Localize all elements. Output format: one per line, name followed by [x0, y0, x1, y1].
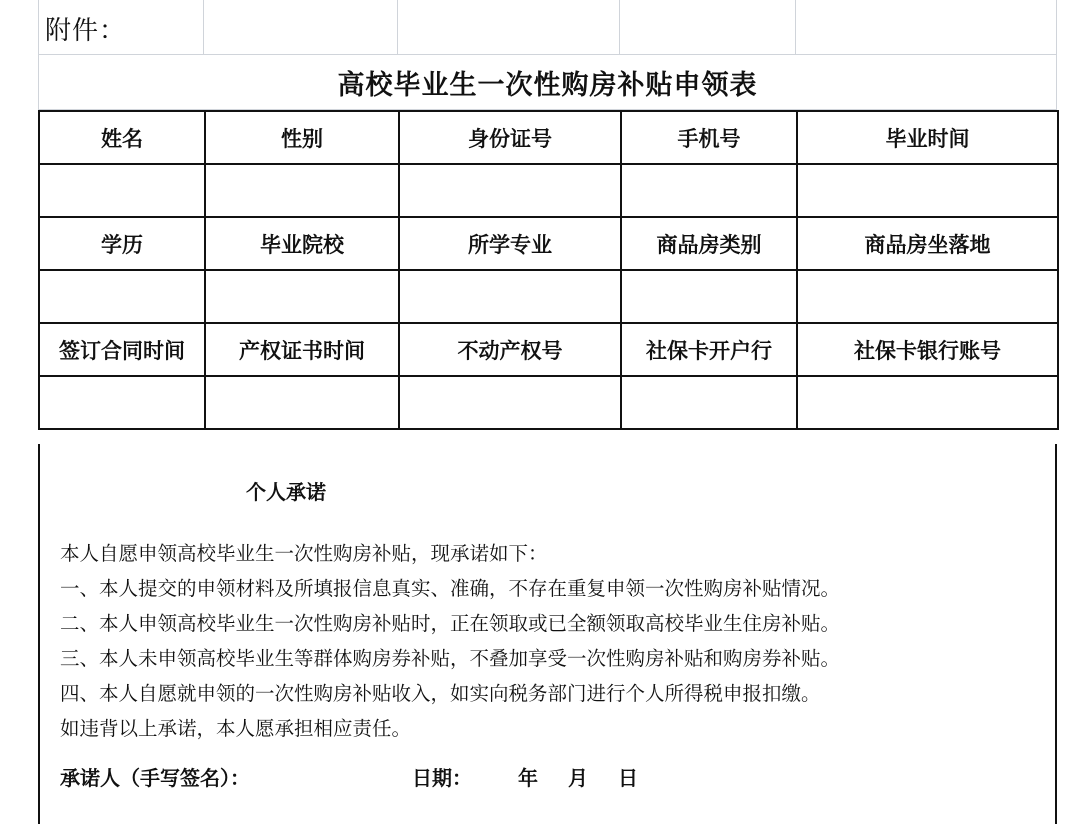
field-label: 所学专业	[399, 217, 621, 270]
promise-line: 如违背以上承诺，本人愿承担相应责任。	[60, 717, 412, 740]
input-cell[interactable]	[621, 164, 797, 217]
signer-label: 承诺人（手写签名）：	[60, 766, 250, 790]
promise-line: 本人自愿申领高校毕业生一次性购房补贴，现承诺如下：	[60, 542, 548, 565]
field-label: 姓名	[39, 111, 205, 164]
input-cell[interactable]	[797, 164, 1058, 217]
attachment-header-row	[38, 0, 1057, 55]
input-cell[interactable]	[399, 164, 621, 217]
header-blank-cell	[204, 0, 398, 55]
field-label: 不动产权号	[399, 323, 621, 376]
personal-promise-section	[38, 444, 1057, 824]
day-label: 日	[618, 766, 638, 790]
attachment-cell	[38, 0, 204, 55]
field-label: 毕业院校	[205, 217, 399, 270]
input-cell[interactable]	[205, 270, 399, 323]
input-cell[interactable]	[621, 376, 797, 429]
input-cell[interactable]	[621, 270, 797, 323]
field-label: 身份证号	[399, 111, 621, 164]
input-cell[interactable]	[39, 376, 205, 429]
field-label: 商品房类别	[621, 217, 797, 270]
field-label: 毕业时间	[797, 111, 1058, 164]
table-row	[39, 376, 1058, 429]
input-cell[interactable]	[797, 376, 1058, 429]
field-label: 性别	[205, 111, 399, 164]
input-cell[interactable]	[39, 164, 205, 217]
promise-line: 三、本人未申领高校毕业生等群体购房券补贴，不叠加享受一次性购房补贴和购房券补贴。	[60, 647, 841, 670]
table-row	[39, 164, 1058, 217]
header-blank-cell	[620, 0, 796, 55]
field-label: 社保卡开户行	[621, 323, 797, 376]
field-label: 学历	[39, 217, 205, 270]
promise-line: 一、本人提交的申领材料及所填报信息真实、准确，不存在重复申领一次性购房补贴情况。	[60, 577, 841, 600]
input-cell[interactable]	[39, 270, 205, 323]
input-cell[interactable]	[399, 376, 621, 429]
year-label: 年	[518, 766, 538, 790]
table-row	[39, 217, 1058, 270]
input-cell[interactable]	[205, 376, 399, 429]
field-label: 产权证书时间	[205, 323, 399, 376]
promise-line: 四、本人自愿就申领的一次性购房补贴收入，如实向税务部门进行个人所得税申报扣缴。	[60, 682, 821, 705]
date-label: 日期：	[412, 766, 472, 790]
input-cell[interactable]	[797, 270, 1058, 323]
title-row	[38, 55, 1057, 110]
header-blank-cell	[796, 0, 1057, 55]
field-label: 签订合同时间	[39, 323, 205, 376]
form-title: 高校毕业生一次性购房补贴申领表	[337, 69, 758, 101]
promise-title: 个人承诺	[246, 480, 326, 504]
input-cell[interactable]	[205, 164, 399, 217]
attachment-label: 附件：	[45, 16, 127, 46]
field-label: 手机号	[621, 111, 797, 164]
header-blank-cell	[398, 0, 620, 55]
table-row	[39, 323, 1058, 376]
promise-line: 二、本人申领高校毕业生一次性购房补贴时，正在领取或已全额领取高校毕业生住房补贴。	[60, 612, 841, 635]
input-cell[interactable]	[399, 270, 621, 323]
month-label: 月	[568, 766, 588, 790]
field-label: 社保卡银行账号	[797, 323, 1058, 376]
promise-body	[60, 536, 840, 746]
table-row	[39, 111, 1058, 164]
form-grid	[38, 110, 1059, 430]
table-row	[39, 270, 1058, 323]
field-label: 商品房坐落地	[797, 217, 1058, 270]
